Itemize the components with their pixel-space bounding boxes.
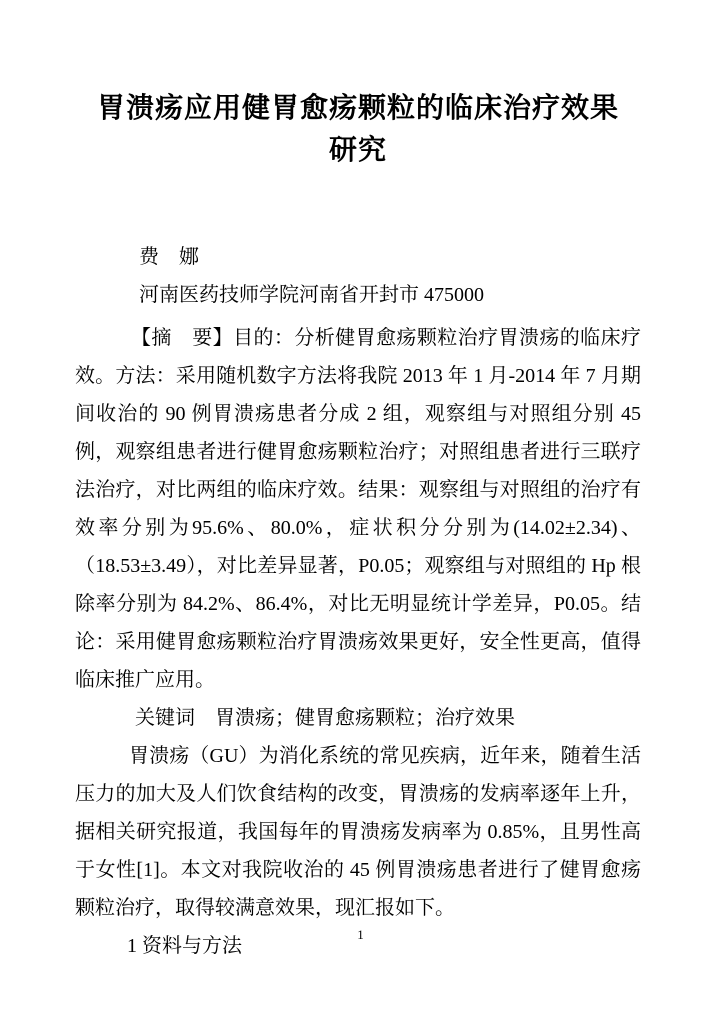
author-name: 费 娜 <box>139 246 199 268</box>
paper-title-line-1: 胃溃疡应用健胃愈疡颗粒的临床治疗效果 <box>96 93 619 124</box>
paper-title <box>75 88 641 172</box>
abstract-paragraph: 【摘 要】目的：分析健胃愈疡颗粒治疗胃溃疡的临床疗效。方法：采用随机数字方法将我院 2013 年 1 月-2014 年 7 月期间收治的 90 例胃溃疡患者分成 2 组，观察组与对照组分别 45 例，观察组患者进行健胃愈疡颗粒治疗；对照组患者进行三联疗法治疗，对比两组的临床疗效。结果：观察组与对照组的治疗有效率分别为95.6%、80.0%，症状积分分别为(14.02±2.34)、（18.53±3.49），对比差异显著，P0.05；观察组与对照组的 Hp 根除率分别为 84.2%、86.4%，对比无明显统计学差异，P0.05。结论：采用健胃愈疡颗粒治疗胃溃疡效果更好，安全性更高，值得临床推广应用。 <box>75 327 641 691</box>
section-1-heading: 1 资料与方法 <box>127 935 242 957</box>
author-affiliation: 河南医药技师学院河南省开封市 475000 <box>139 284 484 306</box>
page-content <box>75 0 641 965</box>
keywords-line: 关键词 胃溃疡；健胃愈疡颗粒；治疗效果 <box>135 707 515 729</box>
introduction-paragraph: 胃溃疡（GU）为消化系统的常见疾病，近年来，随着生活压力的加大及人们饮食结构的改变，胃溃疡的发病率逐年上升，据相关研究报道，我国每年的胃溃疡发病率为 0.85%，且男性高于女性[1]。本文对我院收治的 45 例胃溃疡患者进行了健胃愈疡颗粒治疗，取得较满意效果，现汇报如下。 <box>75 745 641 919</box>
page-number: 1 <box>357 927 364 942</box>
paper-title-line-2: 研究 <box>328 135 387 166</box>
